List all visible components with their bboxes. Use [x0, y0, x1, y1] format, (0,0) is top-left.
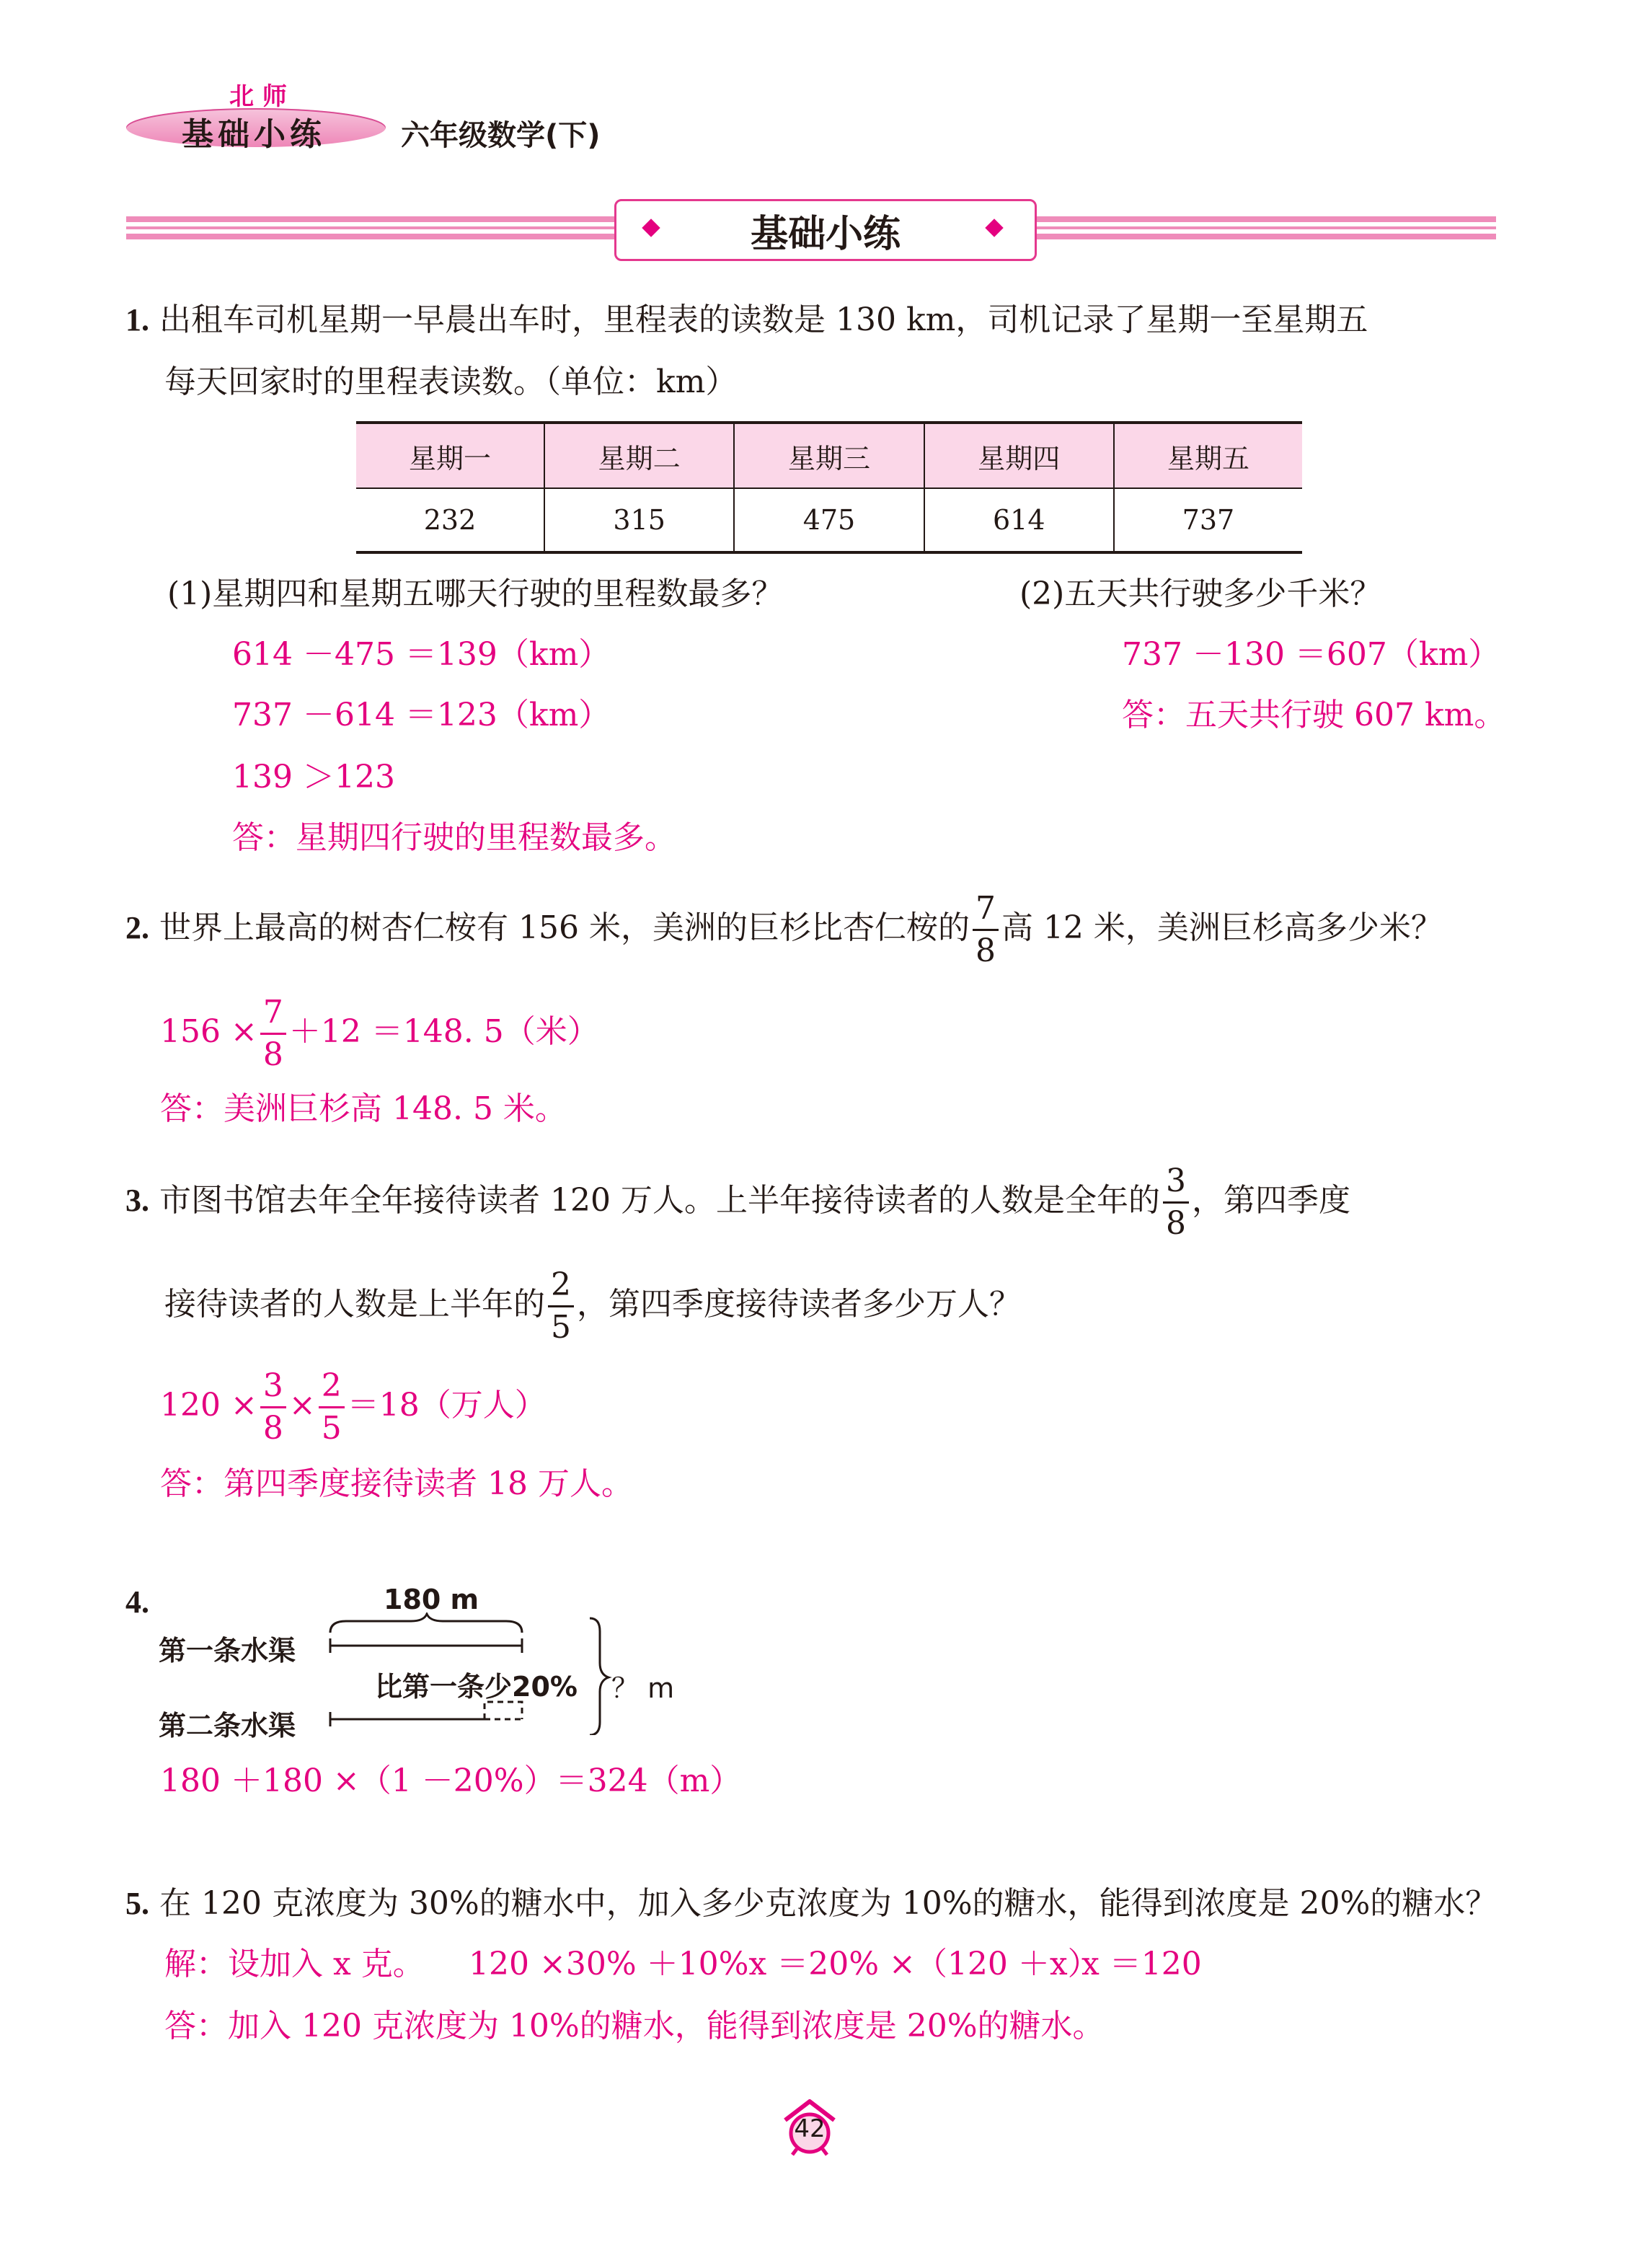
q5-question — [125, 1882, 1497, 1925]
q3-line1-after: ，第四季度 — [1191, 1182, 1350, 1219]
q1-sub1-answer-line: 737 －614 ＝123（km） — [232, 697, 611, 733]
q5-solve-prefix: 解：设加入 x 克。 — [164, 1946, 425, 1982]
frac-denominator: 5 — [548, 1305, 574, 1343]
q4-less-label: 比第一条少20% — [375, 1671, 578, 1703]
q3-answer-fraction-2 — [319, 1367, 345, 1447]
q5-equation: 120 ×30% ＋10%x ＝20% ×（120 ＋x） — [469, 1946, 1100, 1982]
q4-total-label: ？ m — [611, 1672, 675, 1704]
q2-answer — [160, 994, 599, 1073]
q3-line2-before: 接待读者的人数是上半年的 — [164, 1286, 545, 1323]
header-series: 基础小练 — [182, 116, 326, 153]
table-cell: 315 — [544, 488, 734, 552]
table-header-cell: 星期二 — [544, 423, 734, 488]
q3-answer — [160, 1367, 547, 1447]
table-row — [356, 488, 1302, 552]
table-cell: 475 — [734, 488, 924, 552]
header-publisher: 北 师 — [229, 82, 287, 111]
q4-row1-label: 第一条水渠 — [159, 1635, 296, 1667]
table-header-cell: 星期四 — [924, 423, 1114, 488]
q1-sub1-answer-line: 139 ＞123 — [232, 759, 395, 795]
frac-numerator: 2 — [551, 1266, 571, 1303]
q2-conclusion: 答：美洲巨杉高 148. 5 米。 — [160, 1090, 567, 1127]
frac-numerator: 3 — [262, 1367, 283, 1404]
frac-denominator: 8 — [1163, 1201, 1189, 1240]
frac-numerator: 3 — [1165, 1162, 1186, 1199]
q3-line1-fraction — [1163, 1162, 1189, 1242]
frac-denominator: 5 — [319, 1406, 345, 1444]
q2-question — [125, 890, 1443, 969]
q2-text-before: 世界上最高的树杏仁桉有 156 米，美洲的巨杉比杏仁桉的 — [159, 909, 970, 946]
q3-line1-before: 市图书馆去年全年接待读者 120 万人。上半年接待读者的人数是全年的 — [159, 1182, 1160, 1219]
table-header-row — [356, 423, 1302, 488]
q5-text: 在 120 克浓度为 30%的糖水中，加入多少克浓度为 10%的糖水，能得到浓度是 20%的糖水？ — [159, 1885, 1498, 1922]
q1-sub2-conclusion: 答：五天共行驶 607 km。 — [1122, 697, 1506, 733]
q4-number: 4. — [125, 1584, 149, 1620]
q3-answer-fraction-1 — [260, 1367, 286, 1447]
q3-answer-mid: × — [288, 1387, 316, 1424]
q4-length-label: 180 m — [384, 1584, 479, 1615]
q3-line1 — [125, 1162, 1350, 1242]
q1-line1 — [125, 299, 1368, 342]
q3-line2 — [164, 1266, 1021, 1346]
table-cell: 232 — [356, 488, 544, 552]
q3-line2-after: ，第四季度接待读者多少万人？ — [577, 1286, 1021, 1323]
q1-text-line2: 每天回家时的里程表读数。（单位：km） — [164, 363, 738, 400]
frac-denominator: 8 — [973, 929, 999, 967]
q3-conclusion: 答：第四季度接待读者 18 万人。 — [160, 1465, 633, 1502]
frac-denominator: 8 — [260, 1033, 286, 1071]
odometer-table — [356, 421, 1302, 554]
q1-text-line1: 出租车司机星期一早晨出车时，里程表的读数是 130 km，司机记录了星期一至星期五 — [159, 301, 1368, 338]
q1-sub2-answer-line: 737 －130 ＝607（km） — [1122, 636, 1500, 673]
q3-line2-fraction — [548, 1266, 574, 1346]
table-header-cell: 星期五 — [1114, 423, 1302, 488]
q5-number: 5. — [125, 1886, 149, 1921]
q2-answer-a: 156 × — [160, 1013, 257, 1050]
q4-answer: 180 ＋180 ×（1 －20%）＝324（m） — [160, 1762, 742, 1799]
frac-numerator: 2 — [321, 1367, 342, 1404]
q4-diagram — [317, 1612, 620, 1735]
frac-numerator: 7 — [975, 890, 996, 927]
table-cell: 737 — [1114, 488, 1302, 552]
q2-answer-b: ＋12 ＝148. 5（米） — [288, 1013, 599, 1050]
frac-denominator: 8 — [260, 1406, 286, 1444]
q5-conclusion: 答：加入 120 克浓度为 10%的糖水，能得到浓度是 20%的糖水。 — [164, 2008, 1105, 2044]
q4-top-brace — [330, 1614, 522, 1633]
q1-sub1-question: (1)星期四和星期五哪天行驶的里程数最多？ — [167, 575, 784, 612]
q3-number: 3. — [125, 1183, 149, 1218]
q2-text-after: 高 12 米，美洲巨杉高多少米？ — [1001, 909, 1443, 946]
frac-numerator: 7 — [262, 994, 283, 1031]
q4-right-brace — [590, 1618, 609, 1735]
q1-sub2-question: (2)五天共行驶多少千米？ — [1019, 575, 1382, 612]
page-number: 42 — [794, 2114, 826, 2143]
table-cell: 614 — [924, 488, 1114, 552]
q4-row2-label: 第二条水渠 — [159, 1710, 296, 1742]
q1-number: 1. — [125, 302, 149, 337]
table-header-cell: 星期三 — [734, 423, 924, 488]
section-title: 基础小练 — [750, 212, 901, 256]
q2-fraction — [973, 890, 999, 969]
q5-result: x ＝120 — [1081, 1946, 1202, 1982]
q4-shortfall-box — [485, 1702, 522, 1719]
q2-answer-fraction — [260, 994, 286, 1073]
q1-sub1-conclusion: 答：星期四行驶的里程数最多。 — [232, 819, 676, 856]
q1-sub1-answer-line: 614 －475 ＝139（km） — [232, 636, 611, 673]
table-header-cell: 星期一 — [356, 423, 544, 488]
q3-answer-a: 120 × — [160, 1387, 257, 1424]
header-grade: 六年级数学(下) — [401, 119, 601, 152]
q3-answer-b: ＝18（万人） — [347, 1387, 547, 1424]
q2-number: 2. — [125, 910, 149, 945]
section-banner — [614, 199, 1037, 261]
